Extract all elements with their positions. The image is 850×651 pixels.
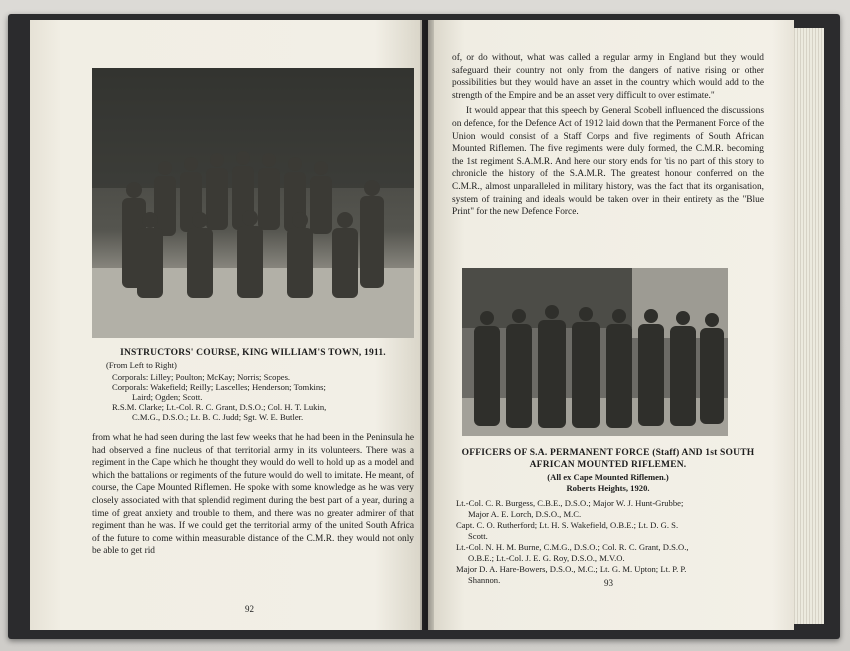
right-caption-line-3: Capt. C. O. Rutherford; Lt. H. S. Wakefield, O.B.E.; Lt. D. G. S. [456, 520, 679, 530]
right-caption-line-2: Major A. E. Lorch, D.S.O., M.C. [468, 509, 582, 519]
right-caption-line-4: Scott. [468, 531, 488, 541]
left-photo-caption-subtitle: (From Left to Right) [106, 360, 177, 370]
right-para-1: of, or do without, what was called a regular army in England but they would safeguard their country not only from the dangers of native rising or other possibilities but they would have an asset in the country which would add to the strength of the Empire and be an asset very difficult to over estimate." [452, 53, 764, 101]
right-photo-caption-place: Roberts Heights, 1920. [566, 483, 650, 493]
right-photo-caption-title-1: OFFICERS OF S.A. PERMANENT FORCE (Staff) AND 1st SOUTH [461, 448, 755, 458]
right-caption-line-1: Lt.-Col. C. R. Burgess, C.B.E., D.S.O.; Major W. J. Hunt-Grubbe; [456, 498, 684, 508]
right-body-text [452, 52, 764, 219]
page-edges [792, 28, 824, 624]
left-photo-caption-title: INSTRUCTORS' COURSE, KING WILLIAM'S TOWN, 1911. [120, 348, 386, 358]
left-body-text [92, 432, 414, 558]
officers-photo [462, 268, 728, 436]
caption-line-1: Corporals: Lilley; Poulton; McKay; Norris; Scopes. [112, 372, 291, 382]
caption-line-4: R.S.M. Clarke; Lt.-Col. R. C. Grant, D.S.O.; Col. H. T. Lukin, [112, 402, 327, 412]
right-para-2: It would appear that this speech by General Scobell influenced the discussions on defence, for the Defence Act of 1912 laid down that the Permanent Force of the Union would consist of a Staff Corps and five regiments of South African Mounted Riflemen. The five regiments were duly formed, the C.M.R. becoming the 1st regiment S.A.M.R. And here our story ends for 'tis no part of this story to chronicle the history of the S.A.M.R. The greatest honour conferred on the C.M.R., almost unparalleled in military history, was the fact that its organisation, system of training and ideals would be taken over in their entirety as the "Blue Print" for the new Defence Force. [452, 106, 764, 218]
right-caption-line-7: Major D. A. Hare-Bowers, D.S.O., M.C.; Lt. G. M. Upton; Lt. P. P. [456, 564, 687, 574]
caption-line-2: Corporals: Wakefield; Reilly; Lascelles; Henderson; Tomkins; [112, 382, 326, 392]
caption-line-5: C.M.G., D.S.O.; Lt. B. C. Judd; Sgt. W. E. Butler. [132, 412, 304, 422]
caption-line-3: Laird; Ogden; Scott. [132, 392, 203, 402]
right-page-number: 93 [604, 578, 613, 588]
book-spine-shadow [420, 20, 434, 630]
right-caption-line-8: Shannon. [468, 575, 501, 585]
right-photo-caption-title-2: AFRICAN MOUNTED RIFLEMEN. [529, 460, 687, 470]
right-caption-line-6: O.B.E.; Lt.-Col. J. E. G. Roy, D.S.O., M.V.O. [468, 553, 625, 563]
instructors-course-photo [92, 68, 414, 338]
right-caption-line-5: Lt.-Col. N. H. M. Burne, C.M.G., D.S.O.; Col. R. C. Grant, D.S.O., [456, 542, 689, 552]
left-body-paragraph: from what he had seen during the last few weeks that he had been in the Peninsula he had observed a fine nucleus of that territorial army in its volunteers. There was a regiment in the Cape which he thought they would do well to hold up as a model and which the battalions or regiments of the future would do well to imitate. He meant, of course, the Cape Mounted Riflemen. He spoke with some knowledge as he was very closely associated with that splendid regiment during the best part of a year, during a time of great anxiety and trouble to them, and there was no greater admirer of that regiment than he was. If we could get the territorial army of the united South Africa of the future to come within measurable distance of the C.M.R. they would not only be able to get rid [92, 433, 414, 557]
left-page [30, 20, 422, 630]
right-photo-caption-subtitle: (All ex Cape Mounted Riflemen.) [547, 472, 669, 482]
right-page [428, 20, 794, 630]
left-page-number: 92 [245, 604, 254, 614]
